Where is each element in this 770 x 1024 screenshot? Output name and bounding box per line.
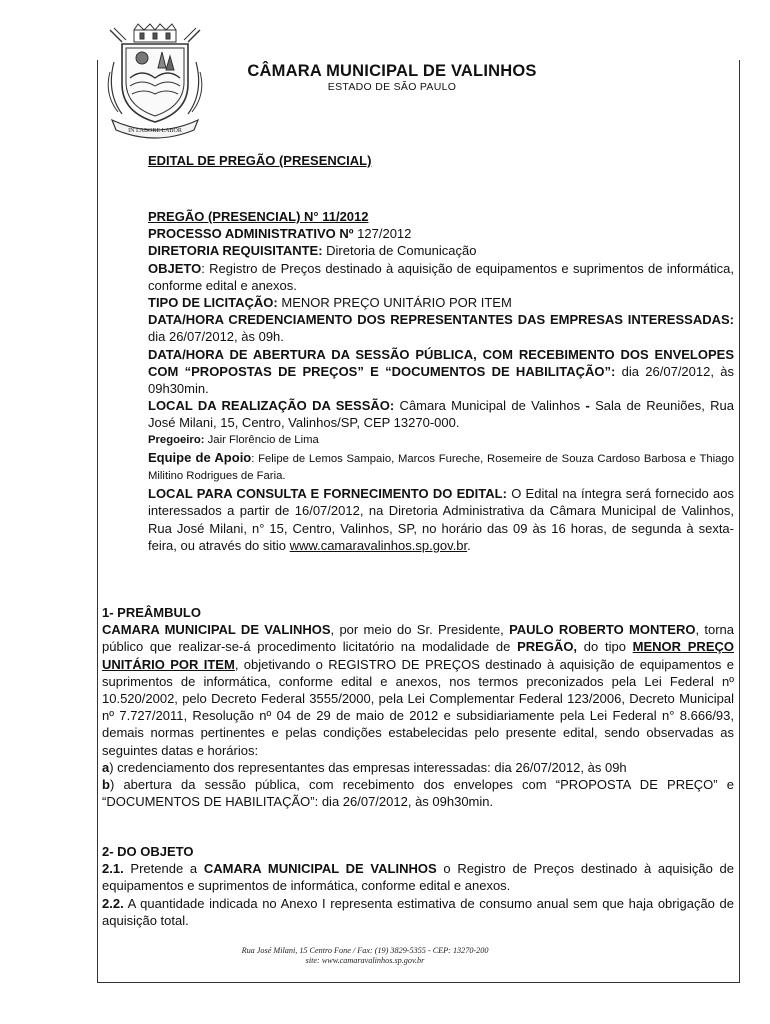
preambulo-paragraph (102, 621, 734, 759)
consulta-value: O Edital na íntegra será fornecido aos interessados a partir de 16/07/2012, na Diretoria Administrativa da Câmara Municipal de Valinhos, Rua José Milani, n° 15, Centro, Valinhos, SP, no horário das 09 às 16 horas, de segunda à sexta-feira, ou através do sitio (148, 486, 734, 553)
tipo-label: TIPO DE LICITAÇÃO: (148, 295, 278, 311)
item-2-1-text-a: Pretende a (123, 861, 204, 877)
preambulo-section (102, 604, 734, 810)
preambulo-tipo: MENOR PREÇO UNITÁRIO POR ITEM (102, 639, 734, 672)
item-2-1-number: 2.1. (102, 861, 124, 877)
tipo-value: MENOR PREÇO UNITÁRIO POR ITEM (277, 295, 512, 311)
local-value: Câmara Municipal de Valinhos (394, 398, 586, 414)
local-label: LOCAL DA REALIZAÇÃO DA SESSÃO: (148, 398, 395, 414)
preambulo-text-3: do tipo (577, 639, 633, 655)
diretoria-line (148, 242, 734, 259)
footer-address: Rua José Milani, 15 Centro Fone / Fax: (19) 3829-5355 - CEP: 13270-200 (241, 946, 489, 955)
site-after: . (467, 537, 471, 553)
credenciamento-value: dia 26/07/2012, às 09h. (148, 329, 284, 345)
diretoria-label: DIRETORIA REQUISITANTE: (148, 243, 323, 259)
consulta-line (148, 485, 734, 554)
objeto-line (148, 260, 734, 294)
item-b-text: ) abertura da sessão pública, com recebimento dos envelopes com “PROPOSTA DE PREÇO” e “DOCUMENTOS DE HABILITAÇÃO”: dia 26/07/2012, às 09h30min. (102, 777, 734, 810)
equipe-value: : Felipe de Lemos Sampaio, Marcos Fureche, Rosemeire de Souza Cardoso Barbosa e Thiago Militino Rodrigues de Faria. (148, 452, 734, 483)
objeto-item-2-2 (102, 895, 734, 929)
item-2-1-text-b: o Registro de Preços destinado à aquisição de equipamentos e suprimentos de informática, conforme edital e anexos. (102, 861, 735, 894)
processo-value: 127/2012 (353, 226, 412, 242)
pregoeiro-label: Pregoeiro: (148, 433, 205, 446)
item-b-label: b (102, 777, 110, 793)
credenciamento-label: DATA/HORA CREDENCIAMENTO DOS REPRESENTANTES DAS EMPRESAS INTERESSADAS: (148, 312, 734, 328)
page-footer (150, 946, 580, 966)
municipal-seal-emblem (100, 22, 210, 140)
preambulo-pregao: PREGÃO, (517, 639, 578, 655)
footer-site: site: www.camaravalinhos.sp.gov.br (305, 956, 425, 965)
abertura-label: DATA/HORA DE ABERTURA DA SESSÃO PÚBLICA, COM RECEBIMENTO DOS ENVELOPES COM “PROPOSTAS DE PREÇOS” E “DOCUMENTOS DE HABILITAÇÃO”: (148, 346, 734, 379)
site-link[interactable]: www.camaravalinhos.sp.gov.br (289, 537, 468, 553)
item-a-text: ) credenciamento dos representantes das empresas interessadas: dia 26/07/2012, às 09h (109, 759, 627, 775)
item-a-label: a (102, 759, 110, 775)
objeto-label: OBJETO (148, 260, 202, 276)
tipo-line (148, 294, 734, 311)
edital-title: EDITAL DE PREGÃO (PRESENCIAL) (148, 153, 372, 168)
local-dash: - (585, 398, 590, 414)
abertura-line (148, 346, 734, 398)
item-2-2-number: 2.2. (102, 895, 124, 911)
objeto-value: : Registro de Preços destinado à aquisição de equipamentos e suprimentos de informática, conforme edital e anexos. (148, 260, 734, 293)
preambulo-camara: CAMARA MUNICIPAL DE VALINHOS (102, 622, 331, 638)
pregoeiro-line (148, 432, 734, 449)
credenciamento-line (148, 311, 734, 345)
item-2-1-camara: CAMARA MUNICIPAL DE VALINHOS (203, 861, 437, 877)
equipe-line (148, 449, 734, 485)
institution-subtitle: ESTADO DE SÃO PAULO (327, 81, 457, 93)
preambulo-presidente: PAULO ROBERTO MONTERO (509, 622, 696, 638)
preambulo-item-b (102, 776, 734, 810)
processo-label: PROCESSO ADMINISTRATIVO Nº (148, 226, 354, 242)
preambulo-heading: 1- PREÂMBULO (102, 605, 201, 620)
equipe-label: Equipe de Apoio (148, 449, 252, 465)
seal-motto: IN LABORE LABOR (128, 128, 182, 134)
objeto-heading: 2- DO OBJETO (102, 844, 194, 859)
preambulo-text-1: , por meio do Sr. Presidente, (330, 622, 510, 638)
institution-title: CÂMARA MUNICIPAL DE VALINHOS (247, 62, 537, 80)
objeto-item-2-1 (102, 860, 734, 894)
objeto-section (102, 843, 734, 929)
preambulo-text-2: , torna público que realizar-se-á procedimento licitatório na modalidade de (102, 622, 735, 655)
edital-summary (148, 208, 734, 554)
local-address: Sala de Reuniões, Rua José Milani, 15, Centro, Valinhos/SP, CEP 13270-000. (148, 398, 735, 431)
preambulo-item-a (102, 759, 734, 776)
consulta-label: LOCAL PARA CONSULTA E FORNECIMENTO DO EDITAL: (148, 486, 507, 502)
diretoria-value: Diretoria de Comunicação (322, 243, 477, 259)
local-line (148, 397, 734, 431)
item-2-2-text: A quantidade indicada no Anexo I representa estimativa de consumo anual sem que haja obrigação de aquisição total. (102, 895, 734, 928)
preambulo-text-4: , objetivando o REGISTRO DE PREÇOS destinado à aquisição de equipamentos e suprimentos de informática, conforme edital e anexos, nos termos preconizados pela Lei Federal nº 10.520/2002, pelo Decreto Federal 3555/2000, pela Lei Complementar Federal 123/2006, Decreto Municipal nº 7.727/2011, Resolução nº 04 de 29 de maio de 2012 e subsidiariamente pela Lei Federal n° 8.666/93, demais normas pertinentes e pelas condições estabelecidas pelo presente edital, sendo observadas as seguintes datas e horários: (102, 656, 735, 758)
pregao-number: PREGÃO (PRESENCIAL) N° 11/2012 (148, 209, 369, 224)
pregoeiro-value: Jair Florêncio de Lima (204, 433, 319, 446)
abertura-value: dia 26/07/2012, às 09h30min. (148, 363, 734, 397)
processo-line (148, 225, 734, 242)
